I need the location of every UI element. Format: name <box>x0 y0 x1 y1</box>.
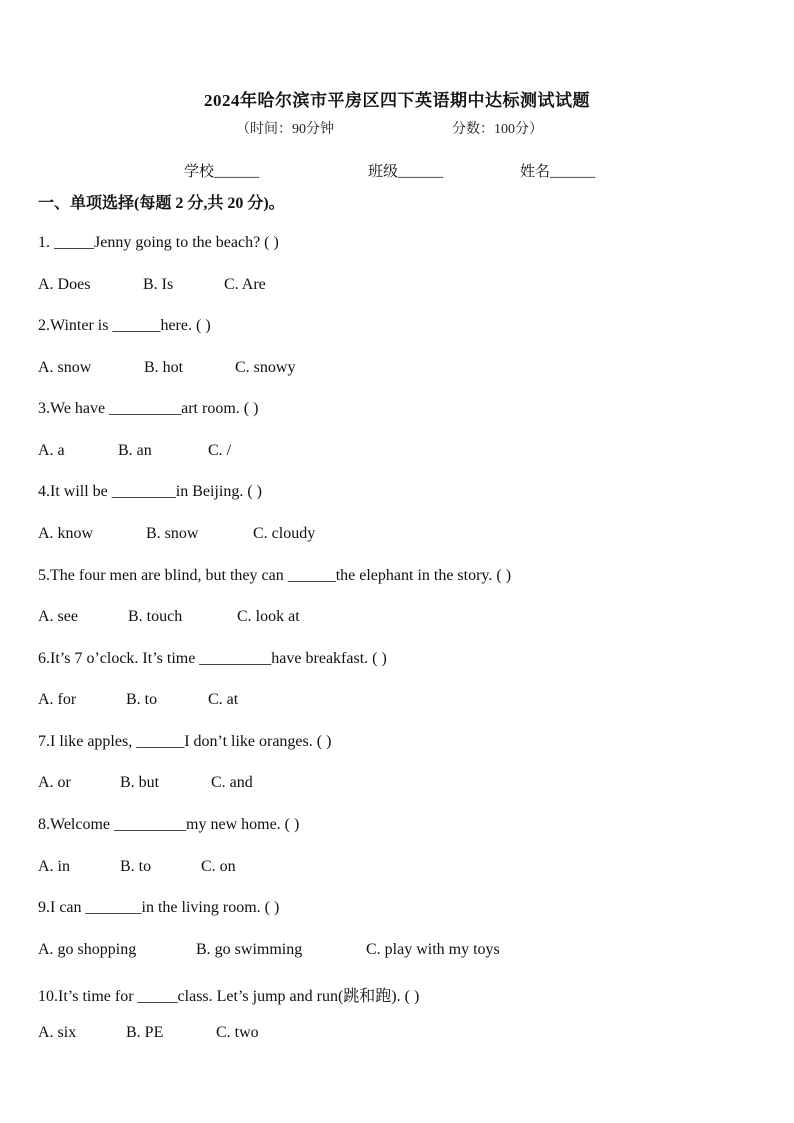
option-b: B. an <box>118 442 152 459</box>
option-a: A. a <box>38 442 65 459</box>
option-a: A. snow <box>38 359 92 376</box>
name-field: 姓名______ <box>520 164 596 180</box>
exam-time: （时间：90分钟 <box>236 122 334 137</box>
option-b: B. hot <box>144 359 184 376</box>
question-2: 2.Winter is ______here. ( ) <box>38 317 211 334</box>
option-b: B. snow <box>146 525 199 542</box>
option-b: B. but <box>120 774 160 791</box>
option-b: B. touch <box>128 608 183 625</box>
option-a: A. see <box>38 608 78 625</box>
option-b: B. to <box>120 858 152 875</box>
option-a: A. or <box>38 774 71 791</box>
question-4: 4.It will be ________in Beijing. ( ) <box>38 483 262 500</box>
question-1: 1. _____Jenny going to the beach? ( ) <box>38 234 279 251</box>
option-c: C. cloudy <box>253 525 316 542</box>
question-6: 6.It’s 7 o’clock. It’s time _________have breakfast. ( ) <box>38 650 387 667</box>
option-a: A. go shopping <box>38 941 137 958</box>
school-field: 学校______ <box>184 164 260 180</box>
option-b: B. Is <box>143 276 174 293</box>
question-5: 5.The four men are blind, but they can ______the elephant in the story. ( ) <box>38 567 512 584</box>
option-a: A. for <box>38 691 77 708</box>
option-c: C. look at <box>237 608 300 625</box>
page-title: 2024年哈尔滨市平房区四下英语期中达标测试试题 <box>204 91 590 110</box>
question-3: 3.We have _________art room. ( ) <box>38 400 259 417</box>
exam-score: 分数：100分） <box>452 122 543 137</box>
option-a: A. Does <box>38 276 91 293</box>
option-b: B. to <box>126 691 158 708</box>
class-field: 班级______ <box>368 164 444 180</box>
option-a: A. six <box>38 1024 77 1041</box>
option-c: C. snowy <box>235 359 296 376</box>
question-7: 7.I like apples, ______I don’t like oranges. ( ) <box>38 733 332 750</box>
question-9: 9.I can _______in the living room. ( ) <box>38 899 280 916</box>
option-c: C. and <box>211 774 253 791</box>
option-a: A. know <box>38 525 94 542</box>
option-c: C. two <box>216 1024 259 1041</box>
section-title: 一、单项选择(每题 2 分,共 20 分)。 <box>38 195 285 212</box>
option-c: C. / <box>208 442 232 459</box>
option-c: C. on <box>201 858 236 875</box>
option-c: C. at <box>208 691 239 708</box>
option-c: C. play with my toys <box>366 941 500 958</box>
question-8: 8.Welcome _________my new home. ( ) <box>38 816 300 833</box>
option-c: C. Are <box>224 276 266 293</box>
option-b: B. PE <box>126 1024 164 1041</box>
question-10: 10.It’s time for _____class. Let’s jump and run(跳和跑). ( ) <box>38 988 420 1005</box>
option-b: B. go swimming <box>196 941 303 958</box>
option-a: A. in <box>38 858 70 875</box>
